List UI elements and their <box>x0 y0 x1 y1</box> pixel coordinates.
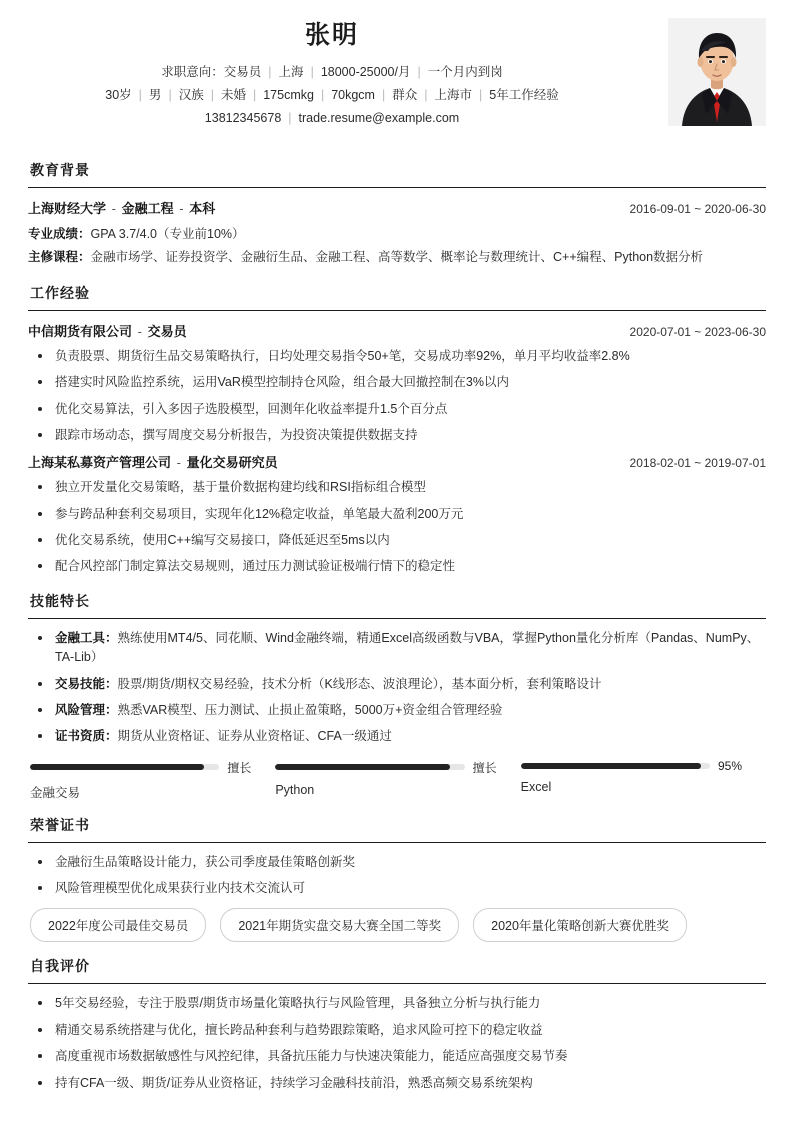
divider: | <box>479 88 483 102</box>
personal-info-line <box>28 86 636 105</box>
separator: - <box>111 200 116 216</box>
education-courses-label: 主修课程： <box>28 249 91 264</box>
job-intent-city: 上海 <box>278 65 304 80</box>
skill-bar-row <box>275 759 502 776</box>
education-gpa-value: GPA 3.7/4.0（专业前10%） <box>90 226 245 241</box>
education-courses-row <box>28 246 766 269</box>
personal-marital: 未婚 <box>220 88 246 102</box>
section-title-work: 工作经验 <box>30 284 90 301</box>
skill-label: 证书资质： <box>55 729 118 744</box>
separator: - <box>176 455 181 471</box>
skill-progress-track <box>275 764 464 770</box>
honors-list <box>28 853 766 899</box>
list-item <box>28 629 766 668</box>
job-intent-line <box>28 63 636 82</box>
list-item: 持有CFA一级、期货/证券从业资格证，持续学习金融科技前沿，熟悉高频交易系统架构 <box>28 1074 766 1093</box>
personal-experience: 5年工作经验 <box>489 88 559 102</box>
section-honors <box>28 815 766 943</box>
self-evaluation-list <box>28 994 766 1093</box>
work-entry <box>28 321 766 446</box>
divider: | <box>320 88 325 102</box>
work-entry-head <box>28 452 766 471</box>
section-title-honors: 荣誉证书 <box>30 816 90 833</box>
page-title: 张明 <box>304 21 359 49</box>
skill-level-text: 95% <box>717 758 743 773</box>
skill-progress-fill <box>521 763 701 769</box>
skill-bar-item <box>30 759 275 801</box>
divider: | <box>417 65 421 80</box>
list-item: 5年交易经验，专注于股票/期货市场量化策略执行与风险管理，具备独立分析与执行能力 <box>28 994 766 1013</box>
section-title-skills: 技能特长 <box>30 592 90 609</box>
job-intent-availability: 一个月内到岗 <box>427 65 503 80</box>
list-item: 跟踪市场动态，撰写周度交易分析报告，为投资决策提供数据支持 <box>28 426 766 445</box>
personal-height: 175cmkg <box>263 88 314 102</box>
list-item: 金融衍生品策略设计能力，获公司季度最佳策略创新奖 <box>28 853 766 872</box>
contact-line <box>28 109 636 128</box>
job-intent-salary: 18000-25000/月 <box>320 65 411 80</box>
skill-value: 期货从业资格证、证券从业资格证、CFA一级通过 <box>117 729 392 744</box>
avatar-illustration <box>668 18 766 126</box>
contact-email: trade.resume@example.com <box>298 110 460 125</box>
list-item: 优化交易系统，使用C++编写交易接口，降低延迟至5ms以内 <box>28 531 766 550</box>
education-major: 金融工程 <box>121 200 174 216</box>
work-role: 量化交易研究员 <box>186 455 278 471</box>
list-item: 搭建实时风险监控系统，运用VaR模型控制持仓风险，组合最大回撤控制在3%以内 <box>28 373 766 392</box>
skill-bar-row <box>30 759 257 776</box>
section-education <box>28 160 766 269</box>
work-entry-head <box>28 321 766 340</box>
work-role: 交易员 <box>147 323 187 339</box>
separator: - <box>137 323 142 339</box>
skill-bar-row <box>521 759 748 773</box>
avatar <box>668 18 766 126</box>
list-item: 精通交易系统搭建与优化，擅长跨品种套利与趋势跟踪策略，追求风险可控下的稳定收益 <box>28 1021 766 1040</box>
work-date: 2020-07-01 ~ 2023-06-30 <box>629 324 766 339</box>
section-divider <box>28 618 766 619</box>
work-bullets <box>28 478 766 577</box>
divider: | <box>268 65 272 80</box>
honor-tags <box>30 908 766 942</box>
skill-progress-fill <box>30 764 204 770</box>
skill-progress-track <box>521 763 710 769</box>
list-item: 高度重视市场数据敏感性与风控纪律，具备抗压能力与快速决策能力，能适应高强度交易节奏 <box>28 1047 766 1066</box>
work-title <box>28 321 187 340</box>
list-item: 优化交易算法，引入多因子选股模型，回测年化收益率提升1.5个百分点 <box>28 400 766 419</box>
skill-level-text: 擅长 <box>472 760 497 775</box>
skill-value: 股票/期货/期权交易经验，技术分析（K线形态、波浪理论），基本面分析，套利策略设计 <box>117 676 602 691</box>
personal-political: 群众 <box>392 88 418 102</box>
list-item <box>28 727 766 746</box>
resume-header <box>28 0 766 146</box>
contact-phone: 13812345678 <box>204 110 282 125</box>
list-item <box>28 701 766 720</box>
divider: | <box>168 88 172 102</box>
section-title-education: 教育背景 <box>30 161 90 178</box>
education-entry <box>28 198 766 269</box>
skill-name-label: Python <box>275 782 315 797</box>
education-gpa-row <box>28 223 766 246</box>
work-title <box>28 452 278 471</box>
skill-progress-fill <box>275 764 449 770</box>
job-intent-position: 交易员 <box>223 65 262 80</box>
list-item: 独立开发量化交易策略，基于量价数据构建均线和RSI指标组合模型 <box>28 478 766 497</box>
divider: | <box>288 110 292 125</box>
education-title <box>28 198 215 217</box>
section-work-experience <box>28 283 766 577</box>
work-company: 中信期货有限公司 <box>28 323 133 339</box>
skill-level-text: 擅长 <box>227 760 252 775</box>
section-divider <box>28 983 766 984</box>
list-item: 配合风控部门制定算法交易规则，通过压力测试验证极端行情下的稳定性 <box>28 557 766 576</box>
skill-label: 交易技能： <box>55 676 118 691</box>
personal-age: 30岁 <box>105 88 132 102</box>
divider: | <box>210 88 214 102</box>
education-degree: 本科 <box>189 200 216 216</box>
section-divider <box>28 310 766 311</box>
skill-bar-item <box>521 759 766 801</box>
work-date: 2018-02-01 ~ 2019-07-01 <box>629 456 766 471</box>
section-self-evaluation <box>28 956 766 1093</box>
skills-list <box>28 629 766 747</box>
personal-weight: 70kgcm <box>331 88 375 102</box>
skill-label: 金融工具： <box>55 630 118 645</box>
list-item <box>28 675 766 694</box>
honor-tag: 2022年度公司最佳交易员 <box>30 908 206 942</box>
skill-value: 熟悉VAR模型、压力测试、止损止盈策略，5000万+资金组合管理经验 <box>117 702 503 717</box>
divider: | <box>138 88 142 102</box>
separator: - <box>179 200 184 216</box>
personal-ethnicity: 汉族 <box>178 88 204 102</box>
section-divider <box>28 842 766 843</box>
education-entry-head <box>28 198 766 217</box>
education-school: 上海财经大学 <box>28 200 107 216</box>
divider: | <box>310 65 314 80</box>
job-intent-label: 求职意向： <box>161 65 224 80</box>
header-main <box>28 20 766 128</box>
skill-progress-track <box>30 764 219 770</box>
personal-gender: 男 <box>148 88 162 102</box>
divider: | <box>381 88 386 102</box>
education-date: 2016-09-01 ~ 2020-06-30 <box>629 201 766 216</box>
skill-value: 熟练使用MT4/5、同花顺、Wind金融终端，精通Excel高级函数与VBA，掌握Python量化分析库（Pandas、NumPy、TA-Lib） <box>55 630 760 665</box>
education-gpa-label: 专业成绩： <box>28 226 91 241</box>
work-entry <box>28 452 766 577</box>
personal-location: 上海市 <box>434 88 473 102</box>
list-item: 参与跨品种套利交易项目，实现年化12%稳定收益，单笔最大盈利200万元 <box>28 505 766 524</box>
skill-label: 风险管理： <box>55 702 118 717</box>
divider: | <box>252 88 257 102</box>
section-title-self-evaluation: 自我评价 <box>30 958 90 975</box>
list-item: 风险管理模型优化成果获行业内技术交流认可 <box>28 879 766 898</box>
honor-tag: 2021年期货实盘交易大赛全国二等奖 <box>220 908 459 942</box>
honor-tag: 2020年量化策略创新大赛优胜奖 <box>473 908 687 942</box>
section-divider <box>28 187 766 188</box>
skill-bars <box>28 759 766 801</box>
education-courses-value: 金融市场学、证券投资学、金融衍生品、金融工程、高等数学、概率论与数理统计、C++编程、Python数据分析 <box>90 249 704 264</box>
list-item: 负责股票、期货衍生品交易策略执行，日均处理交易指令50+笔，交易成功率92%，单月平均收益率2.8% <box>28 347 766 366</box>
work-bullets <box>28 347 766 446</box>
skill-bar-item <box>275 759 520 801</box>
skill-name-label: Excel <box>520 779 552 794</box>
skill-name-label: 金融交易 <box>30 785 81 800</box>
divider: | <box>424 88 428 102</box>
work-company: 上海某私募资产管理公司 <box>28 455 172 471</box>
resume-content <box>8 0 786 1123</box>
section-skills <box>28 591 766 801</box>
